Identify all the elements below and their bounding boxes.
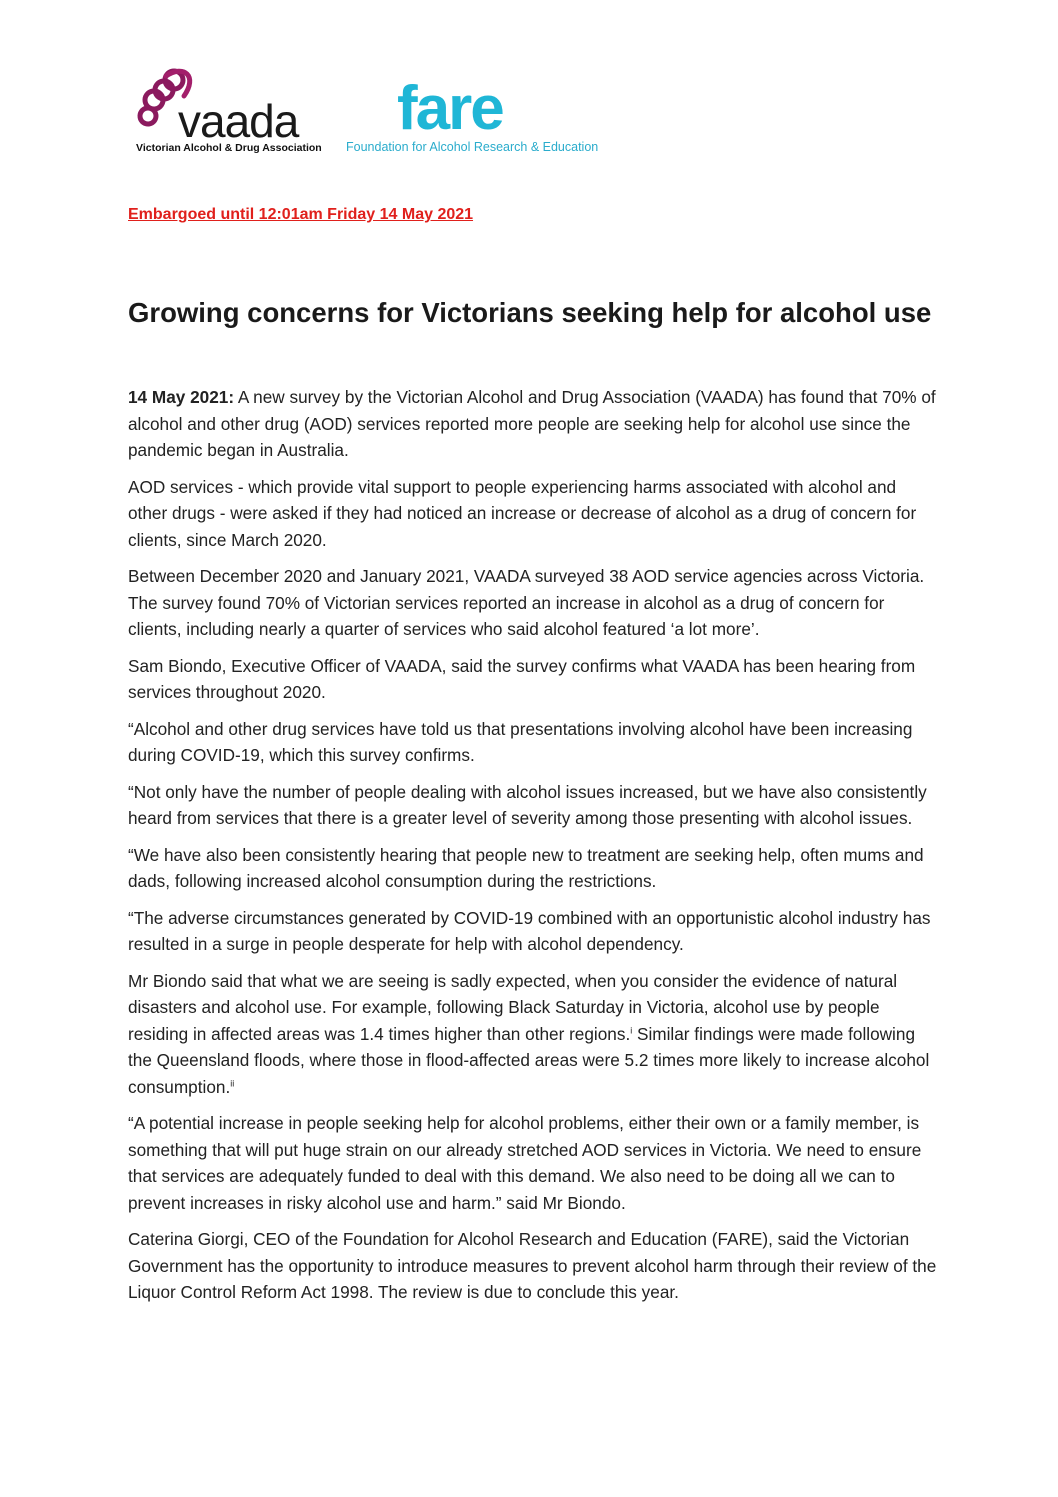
page-title: Growing concerns for Victorians seeking help for alcohol use: [128, 297, 932, 328]
vaada-wordmark: vaada: [178, 95, 299, 147]
article-body: [128, 384, 938, 1316]
dateline: 14 May 2021:: [128, 387, 235, 407]
paragraph-10: “A potential increase in people seeking help for alcohol problems, either their own or a family member, is something that will put huge strain on our already stretched AOD services in Victoria. We need to ensure that services are adequately funded to deal with this demand. We also need to be doing all we can to prevent increases in risky alcohol use and harm.” said Mr Biondo.: [128, 1113, 922, 1213]
fare-subtitle: Foundation for Alcohol Research & Education: [346, 140, 599, 154]
paragraph-9: Mr Biondo said that what we are seeing is sadly expected, when you consider the evidence of natural disasters and alcohol use. For example, following Black Saturday in Victoria, alcohol use by people residing in affected areas was 1.4 times higher than other regions.$^i$ Similar findings were made following the Queensland floods, where those in flood-affected areas were 5.2 times more likely to increase alcohol consumption.$^{ii}$: [128, 970, 930, 1097]
footnote-ref-ii: ii: [230, 1077, 235, 1088]
paragraph-11: Caterina Giorgi, CEO of the Foundation for Alcohol Research and Education (FARE), said the Victorian Government has the opportunity to introduce measures to prevent alcohol harm through their review of the Liquor Control Reform Act 1998. The review is due to conclude this year.: [128, 1229, 937, 1302]
vaada-logo: [136, 66, 322, 158]
paragraph-3: Between December 2020 and January 2021, VAADA surveyed 38 AOD service agencies across Victoria. The survey found 70% of Victorian services reported an increase in alcohol as a drug of concern for clients, including nearly a quarter of services who said alcohol featured ‘a lot more’.: [128, 566, 925, 639]
paragraph-1: 14 May 2021: A new survey by the Victorian Alcohol and Drug Association (VAADA) has found that 70% of alcohol and other drug (AOD) services reported more people are seeking help for alcohol use since the pandemic began in Australia.: [128, 387, 936, 460]
embargo-notice: Embargoed until 12:01am Friday 14 May 2021: [128, 206, 474, 223]
paragraph-4: Sam Biondo, Executive Officer of VAADA, said the survey confirms what VAADA has been hearing from services throughout 2020.: [128, 655, 916, 702]
paragraph-6: “Not only have the number of people dealing with alcohol issues increased, but we have also consistently heard from services that there is a greater level of severity among those presenting with alcohol issues.: [128, 781, 927, 828]
paragraph-7: “We have also been consistently hearing that people new to treatment are seeking help, often mums and dads, following increased alcohol consumption during the restrictions.: [128, 844, 924, 891]
fare-logo: [345, 74, 605, 158]
paragraph-5: “Alcohol and other drug services have told us that presentations involving alcohol have been increasing during COVID-19, which this survey confirms.: [128, 718, 913, 765]
footnote-ref-i: i: [630, 1024, 633, 1035]
fare-wordmark: fare: [397, 74, 503, 143]
paragraph-2: AOD services - which provide vital support to people experiencing harms associated with alcohol and other drugs - were asked if they had noticed an increase or decrease of alcohol as a drug of concern for clients, since March 2020.: [128, 476, 917, 550]
paragraph-8: “The adverse circumstances generated by COVID-19 combined with an opportunistic alcohol industry has resulted in a surge in people desperate for help with alcohol dependency.: [128, 907, 931, 954]
vaada-subtitle: Victorian Alcohol & Drug Association: [136, 142, 322, 154]
